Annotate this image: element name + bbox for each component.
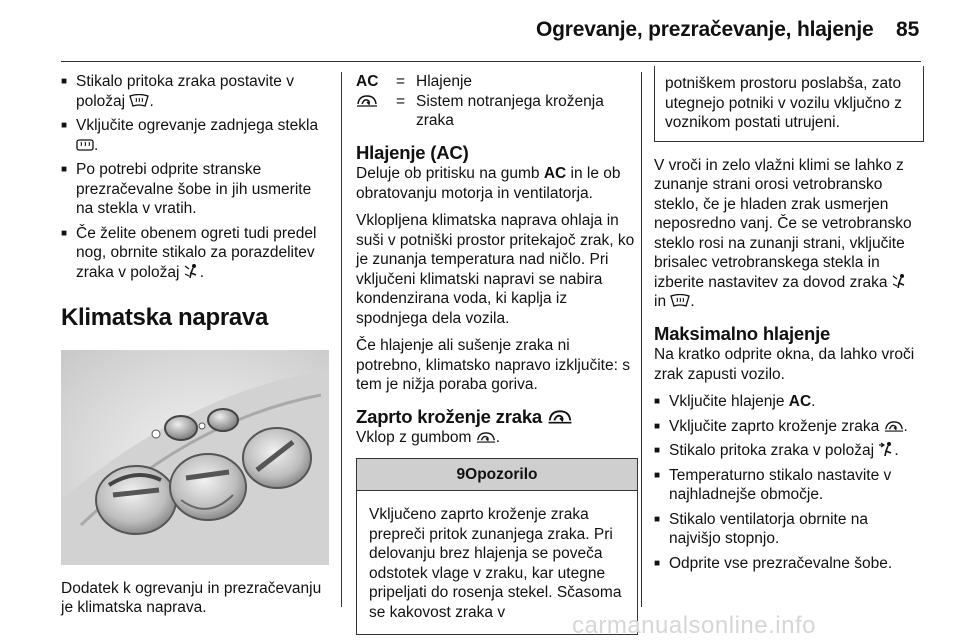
vent-face-icon xyxy=(878,441,894,457)
list-item: ■ Vključite zaprto kroženje zraka . xyxy=(654,417,924,437)
list-item: ■ Temperaturno stikalo nastavite v najhladnejše območje. xyxy=(654,466,924,505)
column-divider xyxy=(641,72,642,607)
list-item: ■ Odprite vse prezračevalne šobe. xyxy=(654,554,924,574)
page-header xyxy=(0,0,960,62)
warning-body: Vključeno zaprto kroženje zraka prepreči pritok zunanjega zraka. Pri delovanju brez hlajenja se poveča odstotek vlage v zraku, kar utegne pripeljati do rosenja stekel. Sčasoma se kakovost zraka v xyxy=(369,506,622,621)
list-item: ■ Vključite hlajenje AC. xyxy=(654,392,924,412)
recirculation-icon xyxy=(884,420,904,433)
ac-button xyxy=(165,416,197,440)
photo-caption: Dodatek k ogrevanju in prezračevanju je klimatska naprava. xyxy=(61,579,322,616)
recirculation-icon xyxy=(476,431,496,444)
recirculation-icon xyxy=(356,94,378,108)
cooling-paragraph: Če hlajenje ali sušenje zraka ni potrebno, klimatsko napravo izključite: s tem je nižja poraba goriva. xyxy=(356,337,630,393)
defrost-steps-list xyxy=(61,72,329,282)
section-heading: Klimatska naprava xyxy=(61,304,269,331)
footwell-defrost-icon xyxy=(184,263,200,279)
list-item: ■ Vključite ogrevanje zadnjega stekla . xyxy=(61,116,329,155)
windshield-defrost-icon xyxy=(129,94,149,108)
list-item: ■ Stikalo pritoka zraka postavite v položaj . xyxy=(61,72,329,111)
list-item: ■ Po potrebi odprite stranske prezračevalne šobe in jih usmerite na stekla v vratih. xyxy=(61,160,329,219)
recirculation-heading: Zaprto kroženje zraka xyxy=(356,407,638,427)
page-title: Ogrevanje, prezračevanje, hlajenje xyxy=(536,18,874,41)
warning-box xyxy=(356,458,638,636)
symbol-definitions: AC = Hlajenje = Sistem notranjega kroženja zraka xyxy=(356,72,638,131)
list-item: ■ Stikalo pritoka zraka v položaj . xyxy=(654,441,924,461)
max-cooling-list xyxy=(654,392,924,573)
recirculation-button xyxy=(208,409,238,431)
warning-continuation: potniškem prostoru poslabša, zato utegnejo potniki v vozilu vključno z voznikom postati utrujeni. xyxy=(654,66,924,142)
warning-symbol: 9 xyxy=(456,465,466,483)
column-divider xyxy=(341,72,342,607)
column-3 xyxy=(654,72,924,578)
cooling-heading: Hlajenje (AC) xyxy=(356,141,469,163)
def-value: Hlajenje xyxy=(416,73,473,90)
climate-control-illustration xyxy=(61,350,329,565)
knob-right xyxy=(243,428,311,488)
column-1 xyxy=(61,72,329,626)
knob-left xyxy=(96,466,176,534)
rear-window-heat-icon xyxy=(76,138,94,152)
max-cooling-intro: Na kratko odprite okna, da lahko vroči zrak zapusti vozilo. xyxy=(654,346,915,383)
column-2 xyxy=(356,72,638,635)
recirculation-icon xyxy=(547,409,573,425)
page-number: 85 xyxy=(896,18,920,41)
climate-panel-photo xyxy=(61,350,329,565)
footwell-defrost-icon xyxy=(892,273,908,289)
header-rule xyxy=(61,61,921,62)
max-cooling-heading: Maksimalno hlajenje xyxy=(654,322,831,344)
cooling-paragraph: Deluje ob pritisku na gumb AC in le ob obratovanju motorja in ventilatorja. xyxy=(356,165,621,202)
warning-header xyxy=(357,459,637,492)
windshield-defrost-icon xyxy=(670,294,690,308)
list-item: ■ Stikalo ventilatorja obrnite na najvišjo stopnjo. xyxy=(654,510,924,549)
knob-middle xyxy=(170,454,246,520)
list-item: ■ Če želite obenem ogreti tudi predel nog, obrnite stikalo za porazdelitev zraka v položaj . xyxy=(61,224,329,283)
warning-title: Opozorilo xyxy=(465,465,538,483)
recirculation-text: Vklop z gumbom . xyxy=(356,429,501,446)
watermark: carmanualsonline.info xyxy=(572,612,816,639)
cooling-paragraph: Vklopljena klimatska naprava ohlaja in suši v potniški prostor pritekajoč zrak, ko je zunanja temperatura nad ničlo. Pri vključeni klimatski napravi se nabira kondenzirana voda, ki kaplja iz spodnjega dela vozila. xyxy=(356,212,635,327)
def-key-ac: AC xyxy=(356,73,379,90)
fogging-paragraph: V vroči in zelo vlažni klimi se lahko z zunanje strani orosi vetrobransko steklo, če je hladen zrak usmerjen neposredno vanj. Če se vetrobransko steklo rosi na zunanji strani, vključite brisalec vetrobranskega stekla in izberite nastavitev za dovod zraka in . xyxy=(654,156,912,310)
def-value: Sistem notranjega kroženja zraka xyxy=(416,92,604,129)
